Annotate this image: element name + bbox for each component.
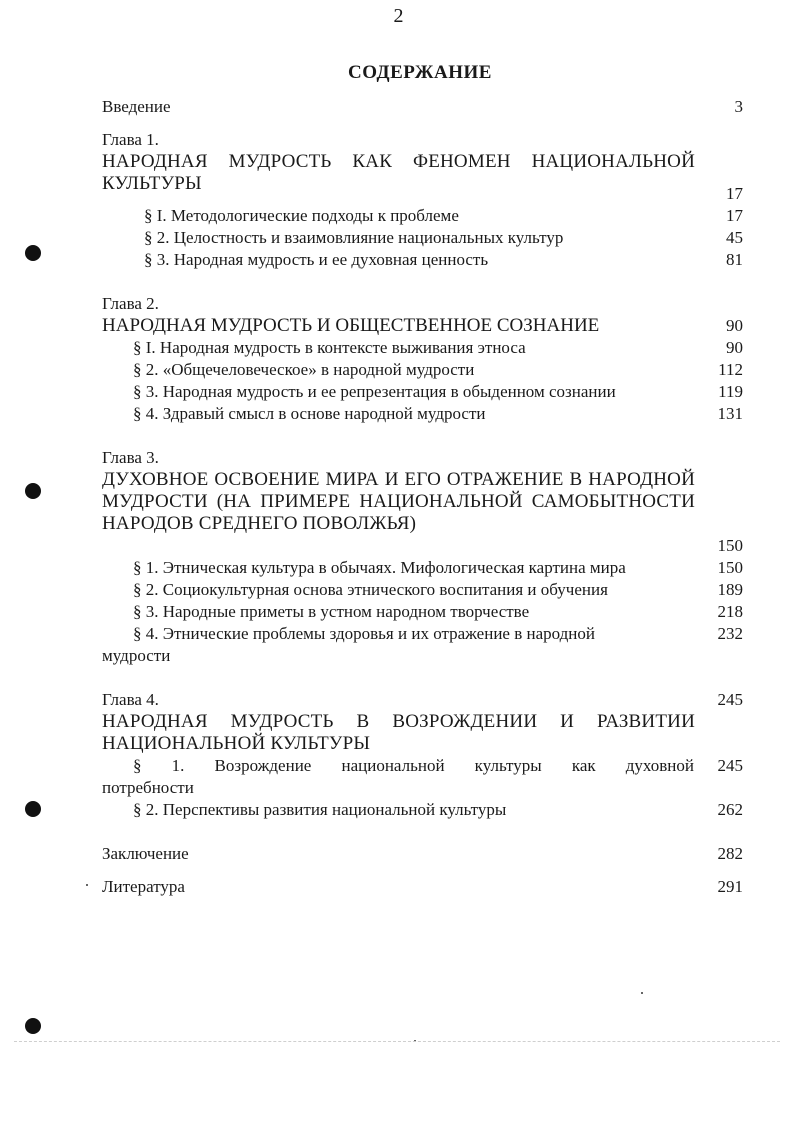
chapter1-section2: § 2. Целостность и взаимовлияние национальных культур — [144, 228, 564, 247]
chapter1-label: Глава 1. — [102, 130, 159, 149]
toc-conclusion-page: 282 — [717, 844, 743, 863]
chapter1-section3-page: 81 — [726, 250, 743, 269]
chapter2-section1-page: 90 — [726, 338, 743, 357]
chapter2-section3: § 3. Народная мудрость и ее репрезентация в обыденном сознании — [133, 382, 616, 401]
punch-hole-icon — [25, 801, 41, 817]
toc-literature-page: 291 — [717, 877, 743, 896]
chapter3-section1-page: 150 — [717, 558, 743, 577]
chapter2-title: НАРОДНАЯ МУДРОСТЬ И ОБЩЕСТВЕННОЕ СОЗНАНИЕ — [102, 315, 600, 336]
chapter3-section4: § 4. Этнические проблемы здоровья и их отражение в народной — [133, 624, 595, 643]
chapter4-label: Глава 4. — [102, 690, 159, 709]
scan-speck — [641, 992, 643, 994]
chapter1-section2-page: 45 — [726, 228, 743, 247]
chapter4-title-line1: НАРОДНАЯ МУДРОСТЬ В ВОЗРОЖДЕНИИ И РАЗВИТИИ — [102, 711, 695, 732]
chapter4-page: 245 — [717, 690, 743, 709]
chapter1-title-line1: НАРОДНАЯ МУДРОСТЬ КАК ФЕНОМЕН НАЦИОНАЛЬНОЙ — [102, 151, 695, 172]
chapter4-section1-cont: потребности — [102, 778, 194, 797]
chapter2-section4: § 4. Здравый смысл в основе народной мудрости — [133, 404, 486, 423]
page-number: 2 — [393, 5, 404, 27]
chapter2-section1: § I. Народная мудрость в контексте выживания этноса — [133, 338, 526, 357]
chapter2-label: Глава 2. — [102, 294, 159, 313]
toc-conclusion-label: Заключение — [102, 844, 189, 863]
chapter1-section3: § 3. Народная мудрость и ее духовная ценность — [144, 250, 489, 269]
chapter3-section3: § 3. Народные приметы в устном народном творчестве — [133, 602, 530, 621]
toc-intro-page: 3 — [734, 97, 743, 116]
toc-intro-label: Введение — [102, 97, 171, 116]
chapter3-section3-page: 218 — [717, 602, 743, 621]
chapter1-section1: § I. Методологические подходы к проблеме — [144, 206, 459, 225]
punch-hole-icon — [25, 483, 41, 499]
chapter3-section4-cont: мудрости — [102, 646, 171, 665]
chapter1-title-line2: КУЛЬТУРЫ — [102, 173, 202, 194]
chapter3-section4-page: 232 — [717, 624, 743, 643]
scan-edge-line — [14, 1041, 780, 1042]
chapter3-section2-page: 189 — [717, 580, 743, 599]
punch-hole-icon — [25, 1018, 41, 1034]
chapter4-section2: § 2. Перспективы развития национальной культуры — [133, 800, 507, 819]
chapter4-section1: § 1. Возрождение национальной культуры как духовной — [133, 756, 694, 775]
chapter1-page: 17 — [726, 184, 743, 203]
chapter4-section2-page: 262 — [717, 800, 743, 819]
chapter4-section1-page: 245 — [717, 756, 743, 775]
chapter1-section1-page: 17 — [726, 206, 743, 225]
chapter4-title-line2: НАЦИОНАЛЬНОЙ КУЛЬТУРЫ — [102, 733, 371, 754]
toc-literature-label: Литература — [102, 877, 185, 896]
chapter2-page: 90 — [726, 316, 743, 335]
chapter3-page: 150 — [717, 536, 743, 555]
chapter3-label: Глава 3. — [102, 448, 159, 467]
chapter3-title-line2: МУДРОСТИ (НА ПРИМЕРЕ НАЦИОНАЛЬНОЙ САМОБЫТНОСТИ — [102, 491, 695, 512]
chapter3-title-line1: ДУХОВНОЕ ОСВОЕНИЕ МИРА И ЕГО ОТРАЖЕНИЕ В НАРОДНОЙ — [102, 469, 695, 490]
chapter2-section2-page: 112 — [718, 360, 743, 379]
punch-hole-icon — [25, 245, 41, 261]
chapter3-title-line3: НАРОДОВ СРЕДНЕГО ПОВОЛЖЬЯ) — [102, 513, 417, 534]
scan-speck — [86, 884, 88, 886]
chapter2-section4-page: 131 — [717, 404, 743, 423]
chapter3-section1: § 1. Этническая культура в обычаях. Мифологическая картина мира — [133, 558, 626, 577]
chapter2-section3-page: 119 — [718, 382, 743, 401]
toc-title: СОДЕРЖАНИЕ — [348, 62, 492, 83]
chapter3-section2: § 2. Социокультурная основа этнического воспитания и обучения — [133, 580, 608, 599]
chapter2-section2: § 2. «Общечеловеческое» в народной мудрости — [133, 360, 475, 379]
